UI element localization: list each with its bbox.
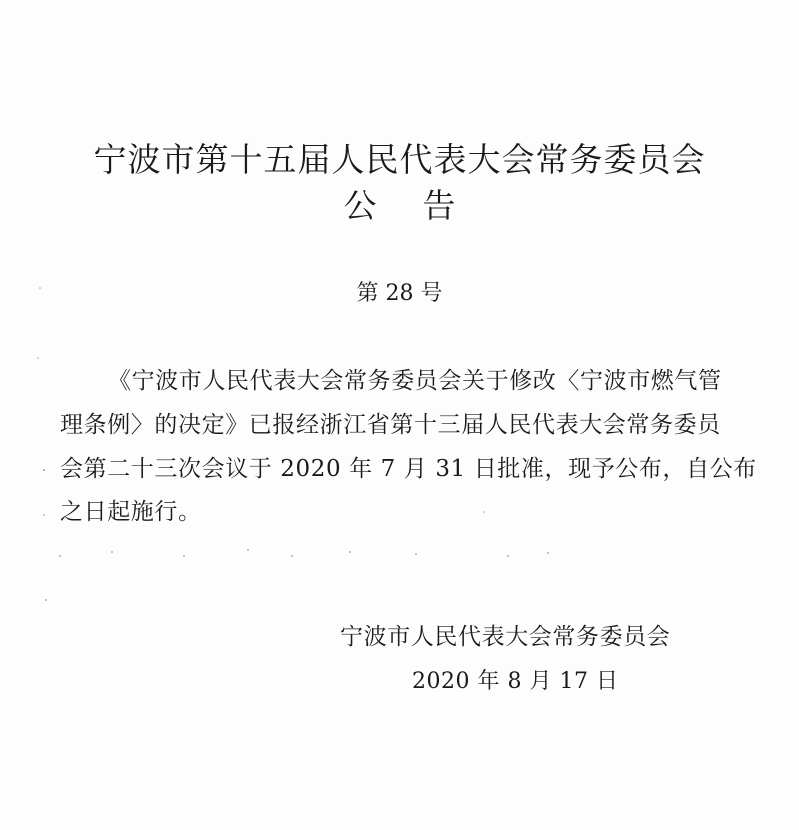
issuer-signature: 宁波市人民代表大会常务委员会 <box>340 624 671 650</box>
announcement-number: 第 28 号 <box>356 281 443 306</box>
body-line-3: 会第二十三次会议于 2020 年 7 月 31 日批准，现予公布，自公布 <box>60 456 757 482</box>
body-line-2: 理条例〉的决定》已报经浙江省第十三届人民代表大会常务委员 <box>60 412 721 438</box>
body-line-4: 之日起施行。 <box>60 499 202 525</box>
document-subtitle: 公告 <box>343 186 502 225</box>
issue-date: 2020 年 8 月 17 日 <box>412 669 619 694</box>
document-title: 宁波市第十五届人民代表大会常务委员会 <box>93 140 706 179</box>
body-line-1: 《宁波市人民代表大会常务委员会关于修改〈宁波市燃气管 <box>108 368 722 394</box>
